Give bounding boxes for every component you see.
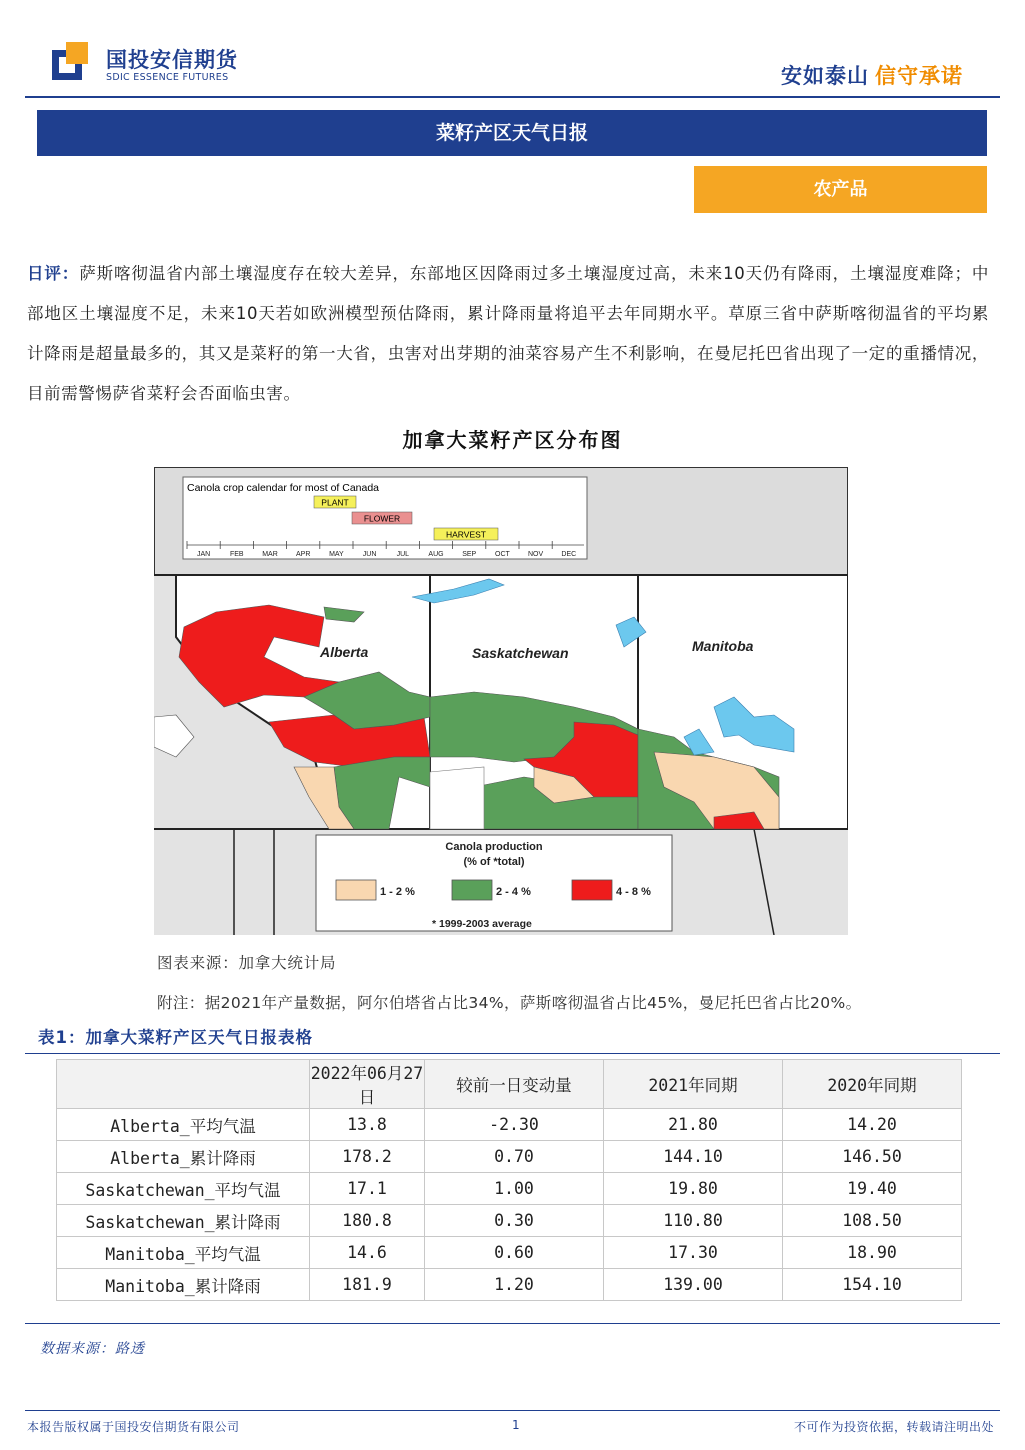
calendar-month-label: NOV <box>528 551 544 558</box>
legend-title-1: Canola production <box>445 841 543 853</box>
legend-swatch-2 <box>452 880 492 900</box>
table-cell: Manitoba_累计降雨 <box>57 1269 310 1301</box>
table-row <box>57 1237 962 1269</box>
table-cell: 17.30 <box>604 1237 783 1269</box>
figure-source: 图表来源：加拿大统计局 <box>157 954 337 972</box>
calendar-month-label: JUL <box>396 551 410 558</box>
province-label-manitoba: Manitoba <box>692 638 754 654</box>
table-header-cell <box>57 1060 310 1109</box>
footer-copyright: 本报告版权属于国投安信期货有限公司 <box>27 1420 240 1434</box>
calendar-month-label: FEB <box>229 551 244 558</box>
calendar-month-label: MAR <box>262 551 278 558</box>
table-cell: 110.80 <box>604 1205 783 1237</box>
table-header-cell: 2020年同期 <box>783 1060 962 1109</box>
legend-swatch-1 <box>336 880 376 900</box>
province-label-saskatchewan: Saskatchewan <box>472 645 569 661</box>
table-row <box>57 1141 962 1173</box>
table-cell: 1.20 <box>425 1269 604 1301</box>
legend-title-2: (% of *total) <box>463 856 525 868</box>
table-cell: 19.40 <box>783 1173 962 1205</box>
table-cell: 14.20 <box>783 1109 962 1141</box>
company-logo-icon <box>52 42 98 88</box>
header-divider <box>25 96 1000 98</box>
table-cell: 181.9 <box>310 1269 425 1301</box>
table-cell: 14.6 <box>310 1237 425 1269</box>
stage-plant: PLANT <box>321 497 349 508</box>
calendar-month-label: OCT <box>495 551 510 558</box>
table-cell: 13.8 <box>310 1109 425 1141</box>
table-cell: 108.50 <box>783 1205 962 1237</box>
table-cell: Saskatchewan_平均气温 <box>57 1173 310 1205</box>
calendar-month-label: JUN <box>362 551 377 558</box>
table-cell: 1.00 <box>425 1173 604 1205</box>
table-row <box>57 1269 962 1301</box>
calendar-title: Canola crop calendar for most of Canada <box>187 482 380 494</box>
figure-title: 加拿大菜籽产区分布图 <box>402 428 623 452</box>
table-cell: 21.80 <box>604 1109 783 1141</box>
table-cell: 0.30 <box>425 1205 604 1237</box>
table-header-cell: 2021年同期 <box>604 1060 783 1109</box>
table-cell: 178.2 <box>310 1141 425 1173</box>
table-header-row <box>57 1060 962 1109</box>
table-cell: 17.1 <box>310 1173 425 1205</box>
footer-divider <box>25 1410 1000 1411</box>
province-label-alberta: Alberta <box>320 644 369 660</box>
table-cell: Saskatchewan_累计降雨 <box>57 1205 310 1237</box>
logo-text-en: SDIC ESSENCE FUTURES <box>106 72 229 83</box>
calendar-month-label: MAY <box>329 551 344 558</box>
table-cell: Alberta_累计降雨 <box>57 1141 310 1173</box>
slogan-part-2: 信守承诺 <box>875 64 963 88</box>
table-header-cell: 较前一日变动量 <box>425 1060 604 1109</box>
stage-harvest: HARVEST <box>446 529 486 540</box>
logo-text-cn: 国投安信期货 <box>106 48 238 72</box>
table-header-cell: 2022年06月27日 <box>310 1060 425 1109</box>
weather-table <box>56 1059 962 1301</box>
calendar-month-label: AUG <box>428 551 444 558</box>
canola-production-map <box>154 467 848 935</box>
calendar-month-label: SEP <box>462 551 477 558</box>
data-source-divider <box>25 1323 1000 1324</box>
legend-label-2: 2 - 4 % <box>496 886 531 898</box>
legend-label-3: 4 - 8 % <box>616 886 651 898</box>
stage-flower: FLOWER <box>363 513 401 524</box>
daily-comment <box>27 254 989 414</box>
calendar-month-label: JAN <box>196 551 211 558</box>
table-cell: -2.30 <box>425 1109 604 1141</box>
table-cell: 139.00 <box>604 1269 783 1301</box>
report-title: 菜籽产区天气日报 <box>37 110 987 156</box>
comment-label: 日评： <box>27 264 80 283</box>
table-cell: 0.70 <box>425 1141 604 1173</box>
table-cell: Manitoba_平均气温 <box>57 1237 310 1269</box>
table-cell: 19.80 <box>604 1173 783 1205</box>
calendar-month-label: DEC <box>561 551 577 558</box>
category-badge: 农产品 <box>694 166 987 213</box>
page-number: 1 <box>512 1418 520 1432</box>
table-row <box>57 1205 962 1237</box>
table-cell: 144.10 <box>604 1141 783 1173</box>
legend-swatch-3 <box>572 880 612 900</box>
calendar-month-label: APR <box>295 551 311 558</box>
table-cell: 154.10 <box>783 1269 962 1301</box>
legend-note: * 1999-2003 average <box>432 918 532 930</box>
table-cell: 18.90 <box>783 1237 962 1269</box>
figure-note: 附注：据2021年产量数据，阿尔伯塔省占比34%，萨斯喀彻温省占比45%，曼尼托巴省占比20%。 <box>157 994 862 1012</box>
table-row <box>57 1109 962 1141</box>
table-row <box>57 1173 962 1205</box>
legend-label-1: 1 - 2 % <box>380 886 415 898</box>
table-cell: Alberta_平均气温 <box>57 1109 310 1141</box>
data-source: 数据来源：路透 <box>40 1341 145 1357</box>
table-title-divider <box>25 1053 1000 1054</box>
table-title: 表1：加拿大菜籽产区天气日报表格 <box>38 1028 313 1047</box>
footer-disclaimer: 不可作为投资依据，转载请注明出处 <box>793 1420 994 1434</box>
table-cell: 180.8 <box>310 1205 425 1237</box>
slogan-part-1: 安如泰山 <box>781 64 869 88</box>
table-cell: 146.50 <box>783 1141 962 1173</box>
slogan <box>781 60 963 90</box>
table-cell: 0.60 <box>425 1237 604 1269</box>
comment-text: 萨斯喀彻温省内部土壤湿度存在较大差异，东部地区因降雨过多土壤湿度过高，未来10天仍有降雨，土壤湿度难降；中部地区土壤湿度不足，未来10天若如欧洲模型预估降雨，累计降雨量将追平去年同期水平。草原三省中萨斯喀彻温省的平均累计降雨是超量最多的，其又是菜籽的第一大省，虫害对出芽期的油菜容易产生不利影响，在曼尼托巴省出现了一定的重播情况，目前需警惕萨省菜籽会否面临虫害。 <box>27 264 989 403</box>
